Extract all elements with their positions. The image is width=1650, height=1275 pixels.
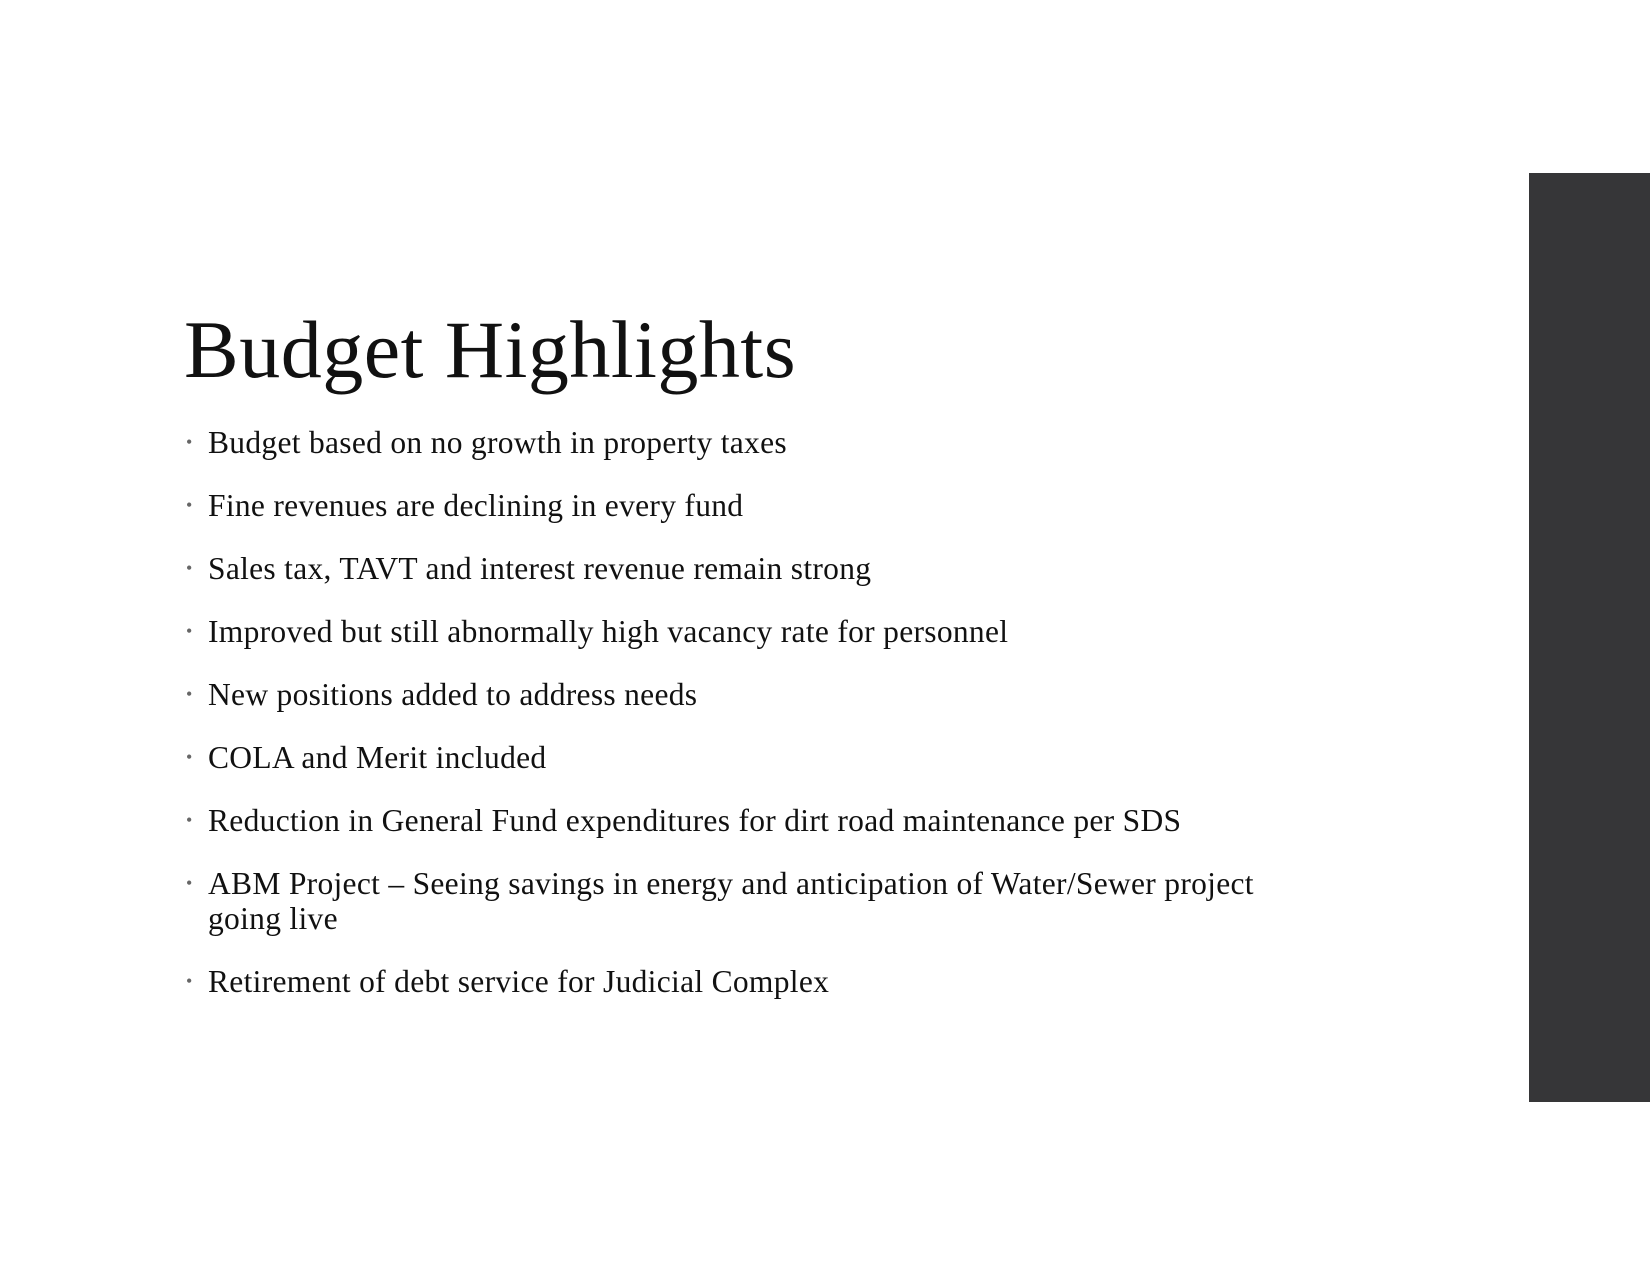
bullet-item [186, 740, 1366, 775]
bullet-text: Fine revenues are declining in every fund [208, 488, 744, 523]
bullet-icon: • [186, 558, 193, 578]
bullet-item [186, 964, 1366, 999]
bullet-icon: • [186, 810, 193, 830]
bullet-item [186, 614, 1366, 649]
bullet-icon: • [186, 684, 193, 704]
bullet-icon: • [186, 495, 193, 515]
bullet-icon: • [186, 747, 193, 767]
bullet-list [186, 425, 1366, 1027]
bullet-text: ABM Project – Seeing savings in energy and anticipation of Water/Sewer project going live [208, 866, 1254, 936]
bullet-text: COLA and Merit included [208, 740, 547, 775]
bullet-icon: • [186, 971, 193, 991]
bullet-text: Improved but still abnormally high vacancy rate for personnel [208, 614, 1009, 649]
bullet-item [186, 551, 1366, 586]
bullet-item [186, 488, 1366, 523]
bullet-icon: • [186, 432, 193, 452]
bullet-item [186, 866, 1288, 936]
bullet-icon: • [186, 873, 193, 893]
bullet-item [186, 803, 1366, 838]
bullet-item [186, 677, 1366, 712]
bullet-text: Retirement of debt service for Judicial Complex [208, 964, 830, 999]
bullet-text: New positions added to address needs [208, 677, 698, 712]
bullet-text: Reduction in General Fund expenditures for dirt road maintenance per SDS [208, 803, 1182, 838]
slide-title: Budget Highlights [184, 304, 797, 395]
bullet-icon: • [186, 621, 193, 641]
bullet-item [186, 425, 1366, 460]
bullet-text: Budget based on no growth in property taxes [208, 425, 787, 460]
accent-side-bar [1529, 173, 1650, 1102]
bullet-text: Sales tax, TAVT and interest revenue remain strong [208, 551, 872, 586]
